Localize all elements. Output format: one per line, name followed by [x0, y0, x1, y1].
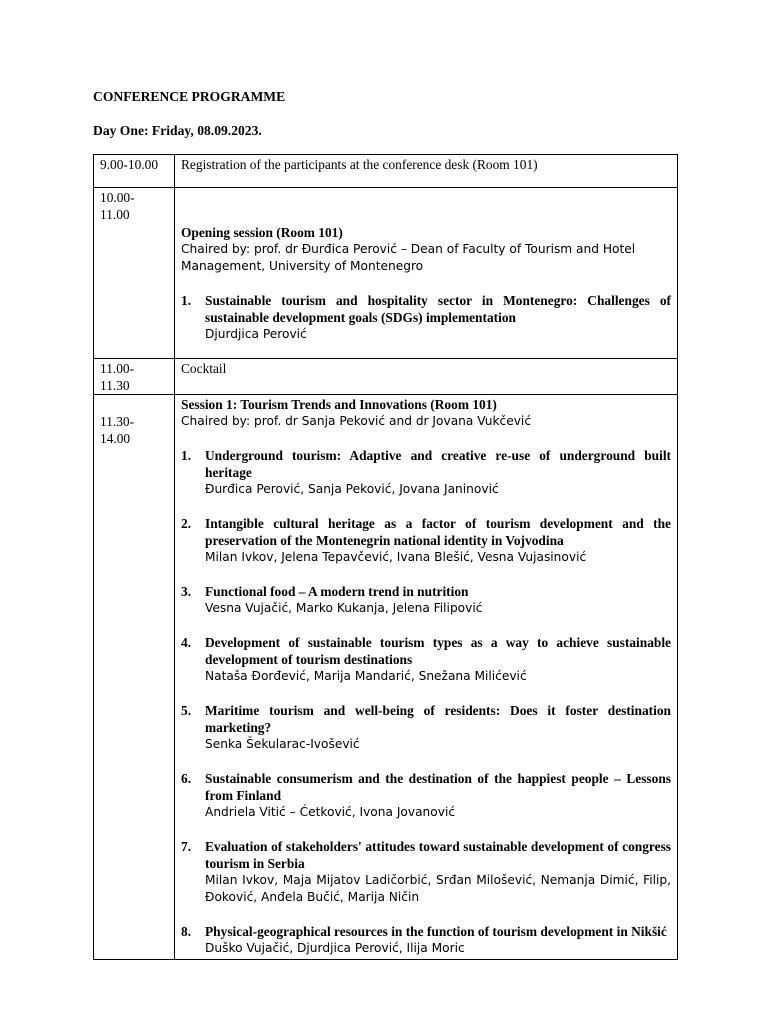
talk-title: Physical-geographical resources in the function of tourism development in Nikšić	[205, 924, 667, 939]
talk-title: Functional food – A modern trend in nutrition	[205, 584, 469, 599]
session-cell	[175, 395, 678, 960]
talk-authors: Senka Šekularac-Ivošević	[205, 737, 360, 751]
activity-cell	[175, 359, 678, 395]
talk-authors: Đurđica Perović, Sanja Peković, Jovana Janinović	[205, 482, 499, 496]
talk-number: 4.	[181, 635, 192, 650]
document-title: CONFERENCE PROGRAMME	[93, 89, 286, 104]
talk-number: 1.	[181, 293, 192, 308]
list-item	[181, 583, 671, 617]
talk-authors: Milan Ivkov, Maja Mijatov Ladičorbić, Srđan Milošević, Nemanja Dimić, Filip, Đoković, Anđela Bučić, Marija Ničin	[205, 873, 671, 904]
session-chair: Chaired by: prof. dr Đurđica Perović – Dean of Faculty of Tourism and Hotel Management, University of Montenegro	[181, 242, 636, 273]
talk-number: 1.	[181, 448, 192, 463]
talk-authors: Nataša Đorđević, Marija Mandarić, Snežana Milićević	[205, 669, 527, 683]
talk-number: 5.	[181, 703, 192, 718]
session-title: Opening session (Room 101)	[181, 225, 343, 240]
table-row	[94, 155, 678, 188]
session-cell	[175, 188, 678, 359]
talk-list	[181, 447, 671, 957]
list-item	[181, 447, 671, 498]
list-item	[181, 292, 671, 343]
talk-title: Sustainable tourism and hospitality sector in Montenegro: Challenges of sustainable development goals (SDGs) implementation	[205, 293, 671, 325]
talk-number: 7.	[181, 839, 192, 854]
talk-authors: Djurdjica Perović	[205, 327, 307, 341]
programme-table	[93, 154, 678, 960]
activity-cell	[175, 155, 678, 188]
table-row	[94, 188, 678, 359]
talk-title: Development of sustainable tourism types as a way to achieve sustainable development of tourism destinations	[205, 635, 671, 667]
talk-title: Underground tourism: Adaptive and creative re-use of underground built heritage	[205, 448, 671, 480]
list-item	[181, 634, 671, 685]
talk-authors: Milan Ivkov, Jelena Tepavčević, Ivana Blešić, Vesna Vujasinović	[205, 550, 587, 564]
talk-list	[181, 292, 671, 343]
activity-text: Registration of the participants at the conference desk (Room 101)	[181, 157, 538, 172]
session-chair: Chaired by: prof. dr Sanja Peković and dr Jovana Vukčević	[181, 414, 532, 428]
session-title: Session 1: Tourism Trends and Innovations (Room 101)	[181, 397, 497, 412]
table-row	[94, 359, 678, 395]
time-cell: 9.00-10.00	[94, 155, 175, 188]
talk-number: 2.	[181, 516, 192, 531]
list-item	[181, 515, 671, 566]
talk-authors: Andriela Vitić – Ćetković, Ivona Jovanović	[205, 805, 456, 819]
talk-authors: Duško Vujačić, Djurdjica Perović, Ilija Moric	[205, 941, 465, 955]
time-cell	[94, 395, 175, 960]
time-cell	[94, 188, 175, 359]
list-item	[181, 770, 671, 821]
day-heading: Day One: Friday, 08.09.2023.	[93, 123, 262, 138]
talk-title: Intangible cultural heritage as a factor of tourism development and the preservation of the Montenegrin national identity in Vojvodina	[205, 516, 671, 548]
time-cell	[94, 359, 175, 395]
talk-title: Maritime tourism and well-being of residents: Does it foster destination marketing?	[205, 703, 671, 735]
list-item	[181, 923, 671, 957]
talk-number: 3.	[181, 584, 192, 599]
time-start: 10.00- 11.00	[100, 190, 135, 222]
time-start: 11.00- 11.30	[100, 361, 135, 393]
table-row	[94, 395, 678, 960]
talk-number: 8.	[181, 924, 192, 939]
talk-authors: Vesna Vujačić, Marko Kukanja, Jelena Filipović	[205, 601, 483, 615]
activity-text: Cocktail	[181, 361, 227, 376]
talk-number: 6.	[181, 771, 192, 786]
talk-title: Evaluation of stakeholders' attitudes toward sustainable development of congress tourism in Serbia	[205, 839, 671, 871]
list-item	[181, 702, 671, 753]
list-item	[181, 838, 671, 906]
time-start: 11.30- 14.00	[100, 414, 135, 446]
talk-title: Sustainable consumerism and the destination of the happiest people – Lessons from Finland	[205, 771, 671, 803]
